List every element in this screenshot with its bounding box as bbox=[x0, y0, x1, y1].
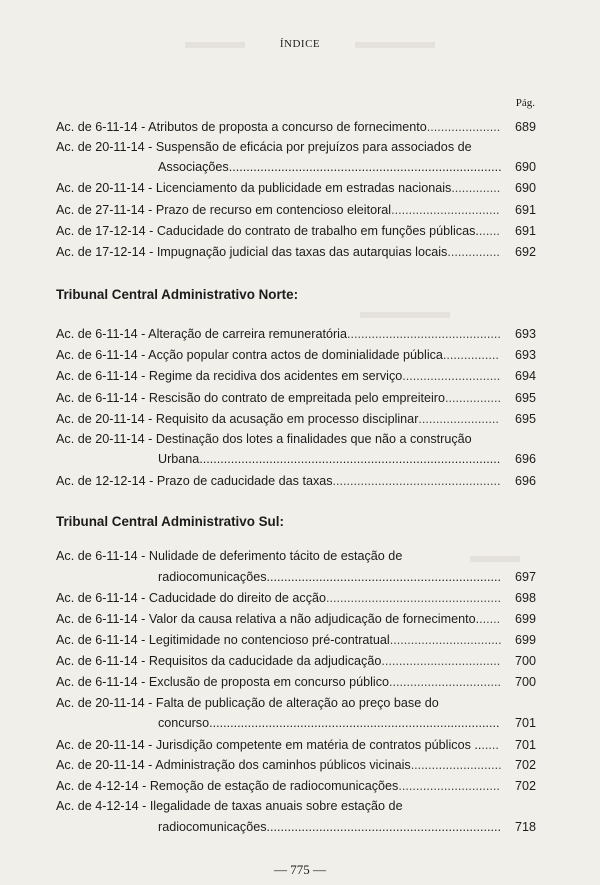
page-column-label: Pág. bbox=[515, 97, 535, 109]
leader-dots: .............................................................................. bbox=[228, 160, 502, 174]
toc-entry-page: 696 bbox=[514, 452, 536, 466]
toc-entry-line bbox=[56, 779, 398, 794]
toc-entry-page: 692 bbox=[514, 245, 536, 259]
toc-entry-ref: Ac. de 4-12-14 - bbox=[56, 799, 150, 813]
leader-dots: ................ bbox=[445, 391, 501, 405]
toc-entry-ref: Ac. de 20-11-14 - bbox=[56, 181, 156, 195]
leader-dots: .................................................. bbox=[326, 591, 501, 605]
toc-entry[interactable] bbox=[56, 474, 536, 489]
toc-entry-ref: Ac. de 6-11-14 - bbox=[56, 369, 149, 383]
toc-entry[interactable] bbox=[56, 633, 536, 648]
toc-entry-line bbox=[56, 738, 481, 753]
toc-entry-text: Nulidade de deferimento tácito de estação de bbox=[148, 549, 403, 563]
toc-entry-line bbox=[56, 675, 389, 690]
toc-entry[interactable] bbox=[56, 412, 536, 427]
leader-dots: ................................ bbox=[389, 633, 502, 647]
leader-dots: ............... bbox=[447, 245, 500, 259]
page-number: — 775 — bbox=[274, 862, 326, 877]
toc-entry[interactable] bbox=[56, 758, 536, 773]
toc-entry-ref: Ac. de 20-11-14 - bbox=[56, 140, 156, 154]
toc-entry[interactable] bbox=[56, 120, 536, 135]
toc-entry-text: Impugnação judicial das taxas das autarquias locais bbox=[156, 245, 448, 259]
toc-entry-line bbox=[56, 224, 479, 239]
toc-entry-continuation bbox=[158, 716, 536, 731]
toc-entry[interactable] bbox=[56, 738, 536, 753]
leader-dots: ...................................................................................... bbox=[199, 452, 501, 466]
toc-entry-text: Prazo de caducidade das taxas bbox=[156, 474, 333, 488]
toc-entry-text: Suspensão de eficácia por prejuízos para associados de bbox=[155, 140, 472, 154]
toc-entry-continuation bbox=[158, 452, 536, 467]
toc-entry-line bbox=[56, 369, 402, 384]
toc-entry-ref: Ac. de 17-12-14 - bbox=[56, 224, 157, 238]
toc-entry-line bbox=[56, 758, 411, 773]
toc-entry-page: 699 bbox=[514, 612, 536, 626]
toc-entry-cont-text: radiocomunicações bbox=[158, 820, 267, 834]
section-title: Tribunal Central Administrativo Norte: bbox=[56, 287, 299, 302]
toc-entry-ref: Ac. de 6-11-14 - bbox=[56, 348, 149, 362]
leader-dots: ...... bbox=[478, 224, 500, 238]
toc-entry-ref: Ac. de 6-11-14 - bbox=[56, 633, 149, 647]
toc-entry-text: Administração dos caminhos públicos vicinais bbox=[155, 758, 411, 772]
toc-entry-text: Caducidade do contrato de trabalho em funções públicas. bbox=[156, 224, 479, 238]
leader-dots: ................................................................... bbox=[266, 570, 501, 584]
toc-entry-line bbox=[56, 654, 381, 669]
toc-entry-text: Jurisdição competente em matéria de contratos públicos .. bbox=[155, 738, 482, 752]
toc-entry-text: Valor da causa relativa a não adjudicação de fornecimento. bbox=[148, 612, 480, 626]
toc-entry-text: Caducidade do direito de acção bbox=[148, 591, 327, 605]
toc-entry-cont-text: Associações bbox=[158, 160, 229, 174]
leader-dots: ................................................................................... bbox=[209, 716, 500, 730]
toc-entry-text: Remoção de estação de radiocomunicações bbox=[149, 779, 399, 793]
toc-entry-page: 693 bbox=[514, 327, 536, 341]
toc-entry-text: Requisito da acusação em processo disciplinar bbox=[155, 412, 419, 426]
bleed-through-mark bbox=[355, 42, 435, 48]
leader-dots: ..... bbox=[481, 738, 499, 752]
leader-dots: ....................... bbox=[418, 412, 499, 426]
toc-entry-line bbox=[56, 327, 347, 342]
toc-entry-ref: Ac. de 6-11-14 - bbox=[56, 654, 149, 668]
toc-entry-page: 691 bbox=[514, 203, 536, 217]
toc-entry-ref: Ac. de 6-11-14 - bbox=[56, 612, 149, 626]
toc-entry-text: Alteração de carreira remuneratória bbox=[148, 327, 347, 341]
toc-entry[interactable] bbox=[56, 549, 536, 564]
leader-dots: ............................ bbox=[402, 369, 501, 383]
toc-entry-page: 718 bbox=[514, 820, 536, 834]
leader-dots: .................................. bbox=[381, 654, 501, 668]
leader-dots: ................................................................... bbox=[266, 820, 501, 834]
toc-entry-ref: Ac. de 6-11-14 - bbox=[56, 391, 149, 405]
toc-entry-line bbox=[56, 391, 445, 406]
leader-dots: ................ bbox=[442, 348, 499, 362]
toc-entry-page: 700 bbox=[514, 654, 536, 668]
leader-dots: ................................ bbox=[389, 675, 501, 689]
toc-entry[interactable] bbox=[56, 779, 536, 794]
toc-entry-ref: Ac. de 6-11-14 - bbox=[56, 120, 149, 134]
toc-entry[interactable] bbox=[56, 696, 536, 711]
toc-entry-ref: Ac. de 6-11-14 - bbox=[56, 675, 149, 689]
toc-entry-text: Exclusão de proposta em concurso público bbox=[148, 675, 389, 689]
leader-dots: ............................................ bbox=[346, 327, 501, 341]
toc-entry[interactable] bbox=[56, 391, 536, 406]
toc-entry[interactable] bbox=[56, 140, 536, 155]
toc-entry-ref: Ac. de 20-11-14 - bbox=[56, 412, 156, 426]
leader-dots: ...... bbox=[479, 612, 501, 626]
leader-dots: ..................... bbox=[426, 120, 501, 134]
leader-dots: ................................................ bbox=[332, 474, 501, 488]
toc-entry-ref: Ac. de 6-11-14 - bbox=[56, 327, 149, 341]
toc-entry[interactable] bbox=[56, 369, 536, 384]
toc-entry-page: 699 bbox=[514, 633, 536, 647]
toc-entry-line bbox=[56, 799, 403, 814]
toc-entry-cont-text: concurso bbox=[158, 716, 210, 730]
toc-entry-continuation bbox=[158, 160, 536, 175]
toc-entry-text: Destinação dos lotes a finalidades que não a construção bbox=[155, 432, 472, 446]
toc-entry[interactable] bbox=[56, 245, 536, 260]
toc-entry-line bbox=[56, 432, 472, 447]
toc-entry-page: 702 bbox=[514, 779, 536, 793]
toc-entry-text: Falta de publicação de alteração ao preço base do bbox=[155, 696, 439, 710]
toc-entry-ref: Ac. de 12-12-14 - bbox=[56, 474, 157, 488]
toc-entry-line bbox=[56, 203, 391, 218]
toc-entry-cont-text: radiocomunicações bbox=[158, 570, 267, 584]
toc-entry-page: 690 bbox=[514, 160, 536, 174]
toc-entry-line bbox=[56, 696, 439, 711]
toc-entry-ref: Ac. de 6-11-14 - bbox=[56, 591, 149, 605]
toc-entry-text: Requisitos da caducidade da adjudicação bbox=[148, 654, 382, 668]
toc-entry[interactable] bbox=[56, 432, 536, 447]
toc-entry-line bbox=[56, 591, 326, 606]
toc-entry-page: 698 bbox=[514, 591, 536, 605]
toc-entry-ref: Ac. de 27-11-14 - bbox=[56, 203, 156, 217]
toc-entry-ref: Ac. de 20-11-14 - bbox=[56, 738, 156, 752]
toc-entry-page: 701 bbox=[514, 738, 536, 752]
toc-entry[interactable] bbox=[56, 591, 536, 606]
toc-entry-continuation bbox=[158, 570, 536, 585]
toc-entry[interactable] bbox=[56, 799, 536, 814]
toc-entry-text: Ilegalidade de taxas anuais sobre estação de bbox=[149, 799, 403, 813]
toc-entry-page: 695 bbox=[514, 412, 536, 426]
toc-entry-page: 690 bbox=[514, 181, 536, 195]
section-title: Tribunal Central Administrativo Sul: bbox=[56, 514, 284, 529]
toc-entry[interactable] bbox=[56, 654, 536, 669]
toc-entry-page: 691 bbox=[514, 224, 536, 238]
toc-entry-page: 696 bbox=[514, 474, 536, 488]
toc-entry[interactable] bbox=[56, 181, 536, 196]
toc-entry-text: Prazo de recurso em contencioso eleitoral bbox=[155, 203, 392, 217]
toc-entry-page: 697 bbox=[514, 570, 536, 584]
toc-entry-page: 693 bbox=[514, 348, 536, 362]
toc-entry[interactable] bbox=[56, 675, 536, 690]
toc-entry-text: Acção popular contra actos de dominialidade pública bbox=[148, 348, 443, 362]
toc-entry-text: Legitimidade no contencioso pré-contratual bbox=[148, 633, 390, 647]
leader-dots: ............................. bbox=[398, 779, 500, 793]
toc-entry-page: 694 bbox=[514, 369, 536, 383]
toc-entry-line bbox=[56, 245, 447, 260]
toc-entry[interactable] bbox=[56, 224, 536, 239]
toc-entry-cont-text: Urbana bbox=[158, 452, 200, 466]
toc-entry-ref: Ac. de 17-12-14 - bbox=[56, 245, 157, 259]
toc-entry-ref: Ac. de 4-12-14 - bbox=[56, 779, 150, 793]
leader-dots: .......................... bbox=[410, 758, 502, 772]
toc-entry-line bbox=[56, 348, 443, 363]
bleed-through-mark bbox=[360, 312, 450, 318]
toc-entry-line bbox=[56, 549, 402, 564]
toc-entry-ref: Ac. de 6-11-14 - bbox=[56, 549, 149, 563]
toc-entry-line bbox=[56, 120, 427, 135]
toc-entry[interactable] bbox=[56, 348, 536, 363]
toc-entry-line bbox=[56, 140, 472, 155]
toc-entry-line bbox=[56, 474, 333, 489]
toc-entry-line bbox=[56, 181, 451, 196]
toc-entry-line bbox=[56, 633, 390, 648]
toc-entry-text: Rescisão do contrato de empreitada pelo empreiteiro bbox=[148, 391, 445, 405]
toc-entry[interactable] bbox=[56, 327, 536, 342]
toc-entry-text: Regime da recidiva dos acidentes em serviço bbox=[148, 369, 403, 383]
toc-entry-page: 700 bbox=[514, 675, 536, 689]
toc-entry-continuation bbox=[158, 820, 536, 835]
toc-entry-page: 701 bbox=[514, 716, 536, 730]
leader-dots: .............. bbox=[451, 181, 501, 195]
toc-entry-text: Atributos de proposta a concurso de fornecimento bbox=[148, 120, 427, 134]
toc-entry-page: 695 bbox=[514, 391, 536, 405]
leader-dots: ............................... bbox=[391, 203, 500, 217]
toc-entry-line bbox=[56, 412, 418, 427]
toc-entry-ref: Ac. de 20-11-14 - bbox=[56, 696, 156, 710]
toc-entry[interactable] bbox=[56, 203, 536, 218]
toc-entry-line bbox=[56, 612, 479, 627]
toc-entry-text: Licenciamento da publicidade em estradas nacionais bbox=[155, 181, 452, 195]
toc-entry-page: 689 bbox=[514, 120, 536, 134]
bleed-through-mark bbox=[185, 42, 245, 48]
page-header-title: ÍNDICE bbox=[279, 38, 321, 50]
toc-entry[interactable] bbox=[56, 612, 536, 627]
toc-entry-ref: Ac. de 20-11-14 - bbox=[56, 758, 156, 772]
toc-entry-ref: Ac. de 20-11-14 - bbox=[56, 432, 156, 446]
toc-entry-page: 702 bbox=[514, 758, 536, 772]
